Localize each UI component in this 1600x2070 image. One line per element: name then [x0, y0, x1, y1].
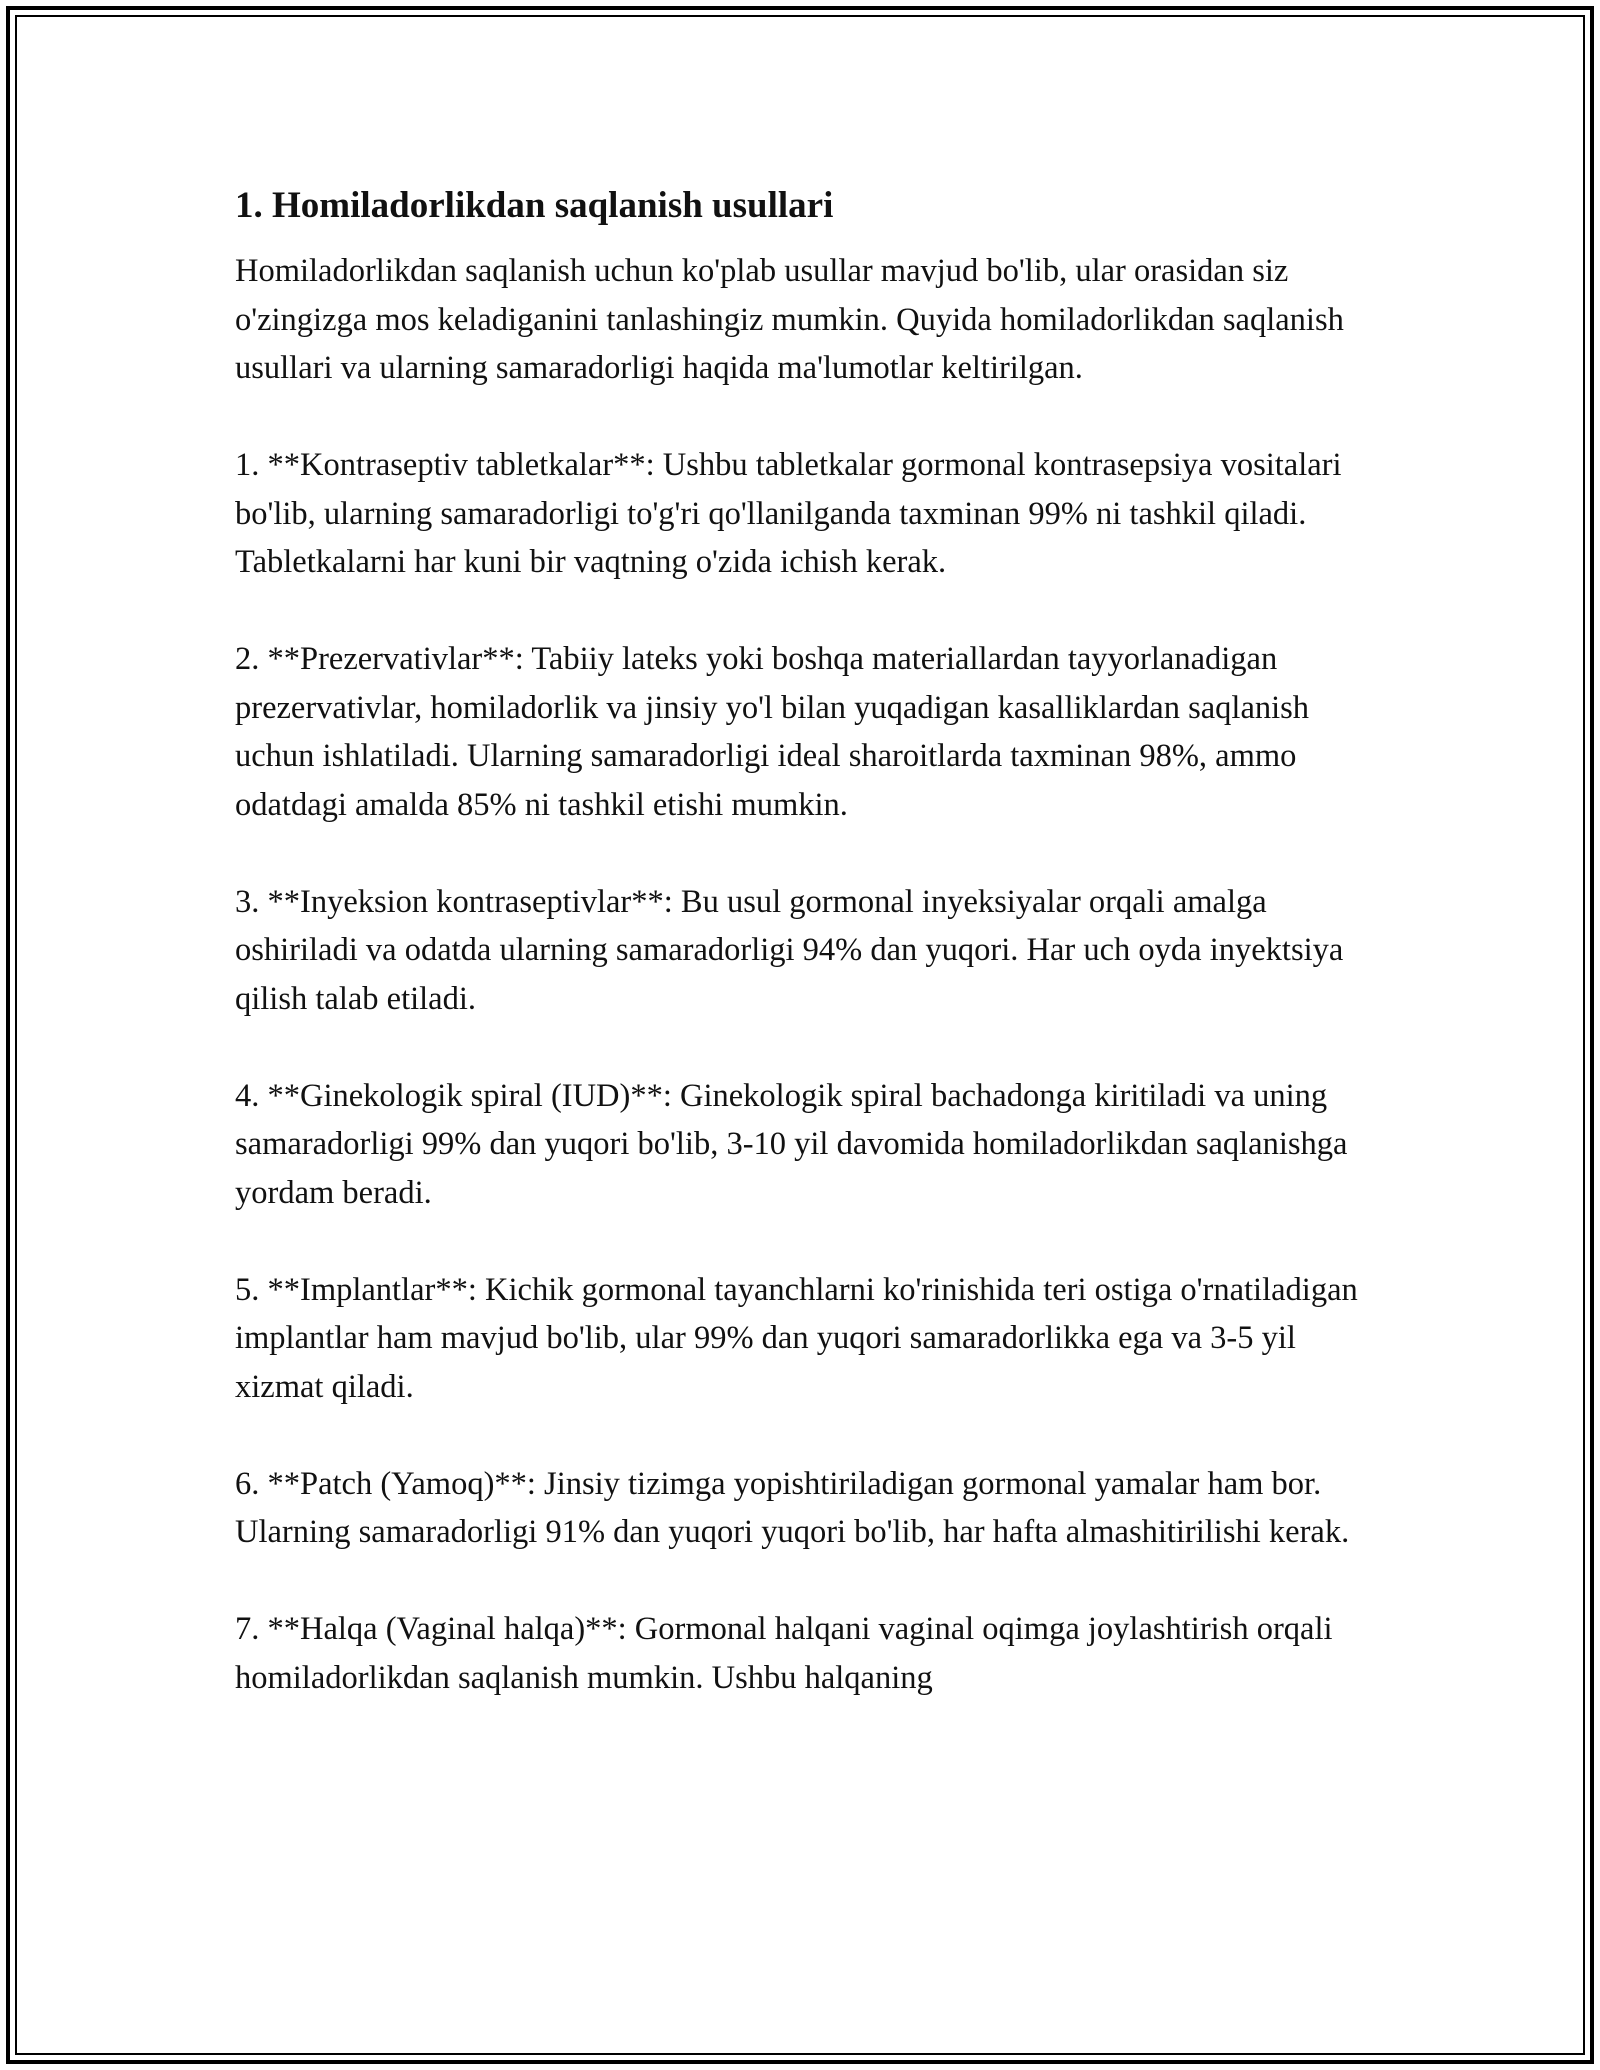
list-item: 4. **Ginekologik spiral (IUD)**: Ginekologik spiral bachadonga kiritiladi va uning samaradorligi 99% dan yuqori bo'lib, 3-10 yil davomida homiladorlikdan saqlanishga yordam beradi.: [235, 1077, 1348, 1211]
document-title: 1. Homiladorlikdan saqlanish usullari: [235, 185, 834, 226]
intro-paragraph: Homiladorlikdan saqlanish uchun ko'plab usullar mavjud bo'lib, ular orasidan siz o'zingizga mos keladiganini tanlashingiz mumkin. Quyida homiladorlikdan saqlanish usullari va ularning samaradorligi haqida ma'lumotlar keltirilgan.: [235, 253, 1344, 386]
list-item: 7. **Halqa (Vaginal halqa)**: Gormonal halqani vaginal oqimga joylashtirish orqali homiladorlikdan saqlanish mumkin. Ushbu halqaning: [235, 1611, 1333, 1696]
list-item: 5. **Implantlar**: Kichik gormonal tayanchlarni ko'rinishida teri ostiga o'rnatiladigan implantlar ham mavjud bo'lib, ular 99% dan yuqori samaradorlikka ega va 3-5 yil xizmat qiladi.: [235, 1271, 1358, 1405]
list-item: 1. **Kontraseptiv tabletkalar**: Ushbu tabletkalar gormonal kontrasepsiya vositalari bo'lib, ularning samaradorligi to'g'ri qo'llanilganda taxminan 99% ni tashkil qiladi. Tabletkalarni har kuni bir vaqtning o'zida ichish kerak.: [235, 447, 1342, 580]
list-item: 6. **Patch (Yamoq)**: Jinsiy tizimga yopishtiriladigan gormonal yamalar ham bor. Ularning samaradorligi 91% dan yuqori yuqori bo'lib, har hafta almashitirilishi kerak.: [235, 1465, 1350, 1550]
document-body: [235, 182, 1370, 1702]
list-item: 3. **Inyeksion kontraseptivlar**: Bu usul gormonal inyeksiyalar orqali amalga oshiriladi va odatda ularning samaradorligi 94% dan yuqori. Har uch oyda inyektsiya qilish talab etiladi.: [235, 883, 1344, 1017]
list-item: 2. **Prezervativlar**: Tabiiy lateks yoki boshqa materiallardan tayyorlanadigan prezervativlar, homiladorlik va jinsiy yo'l bilan yuqadigan kasalliklardan saqlanish uchun ishlatiladi. Ularning samaradorligi ideal sharoitlarda taxminan 98%, ammo odatdagi amalda 85% ni tashkil etishi mumkin.: [235, 641, 1310, 823]
